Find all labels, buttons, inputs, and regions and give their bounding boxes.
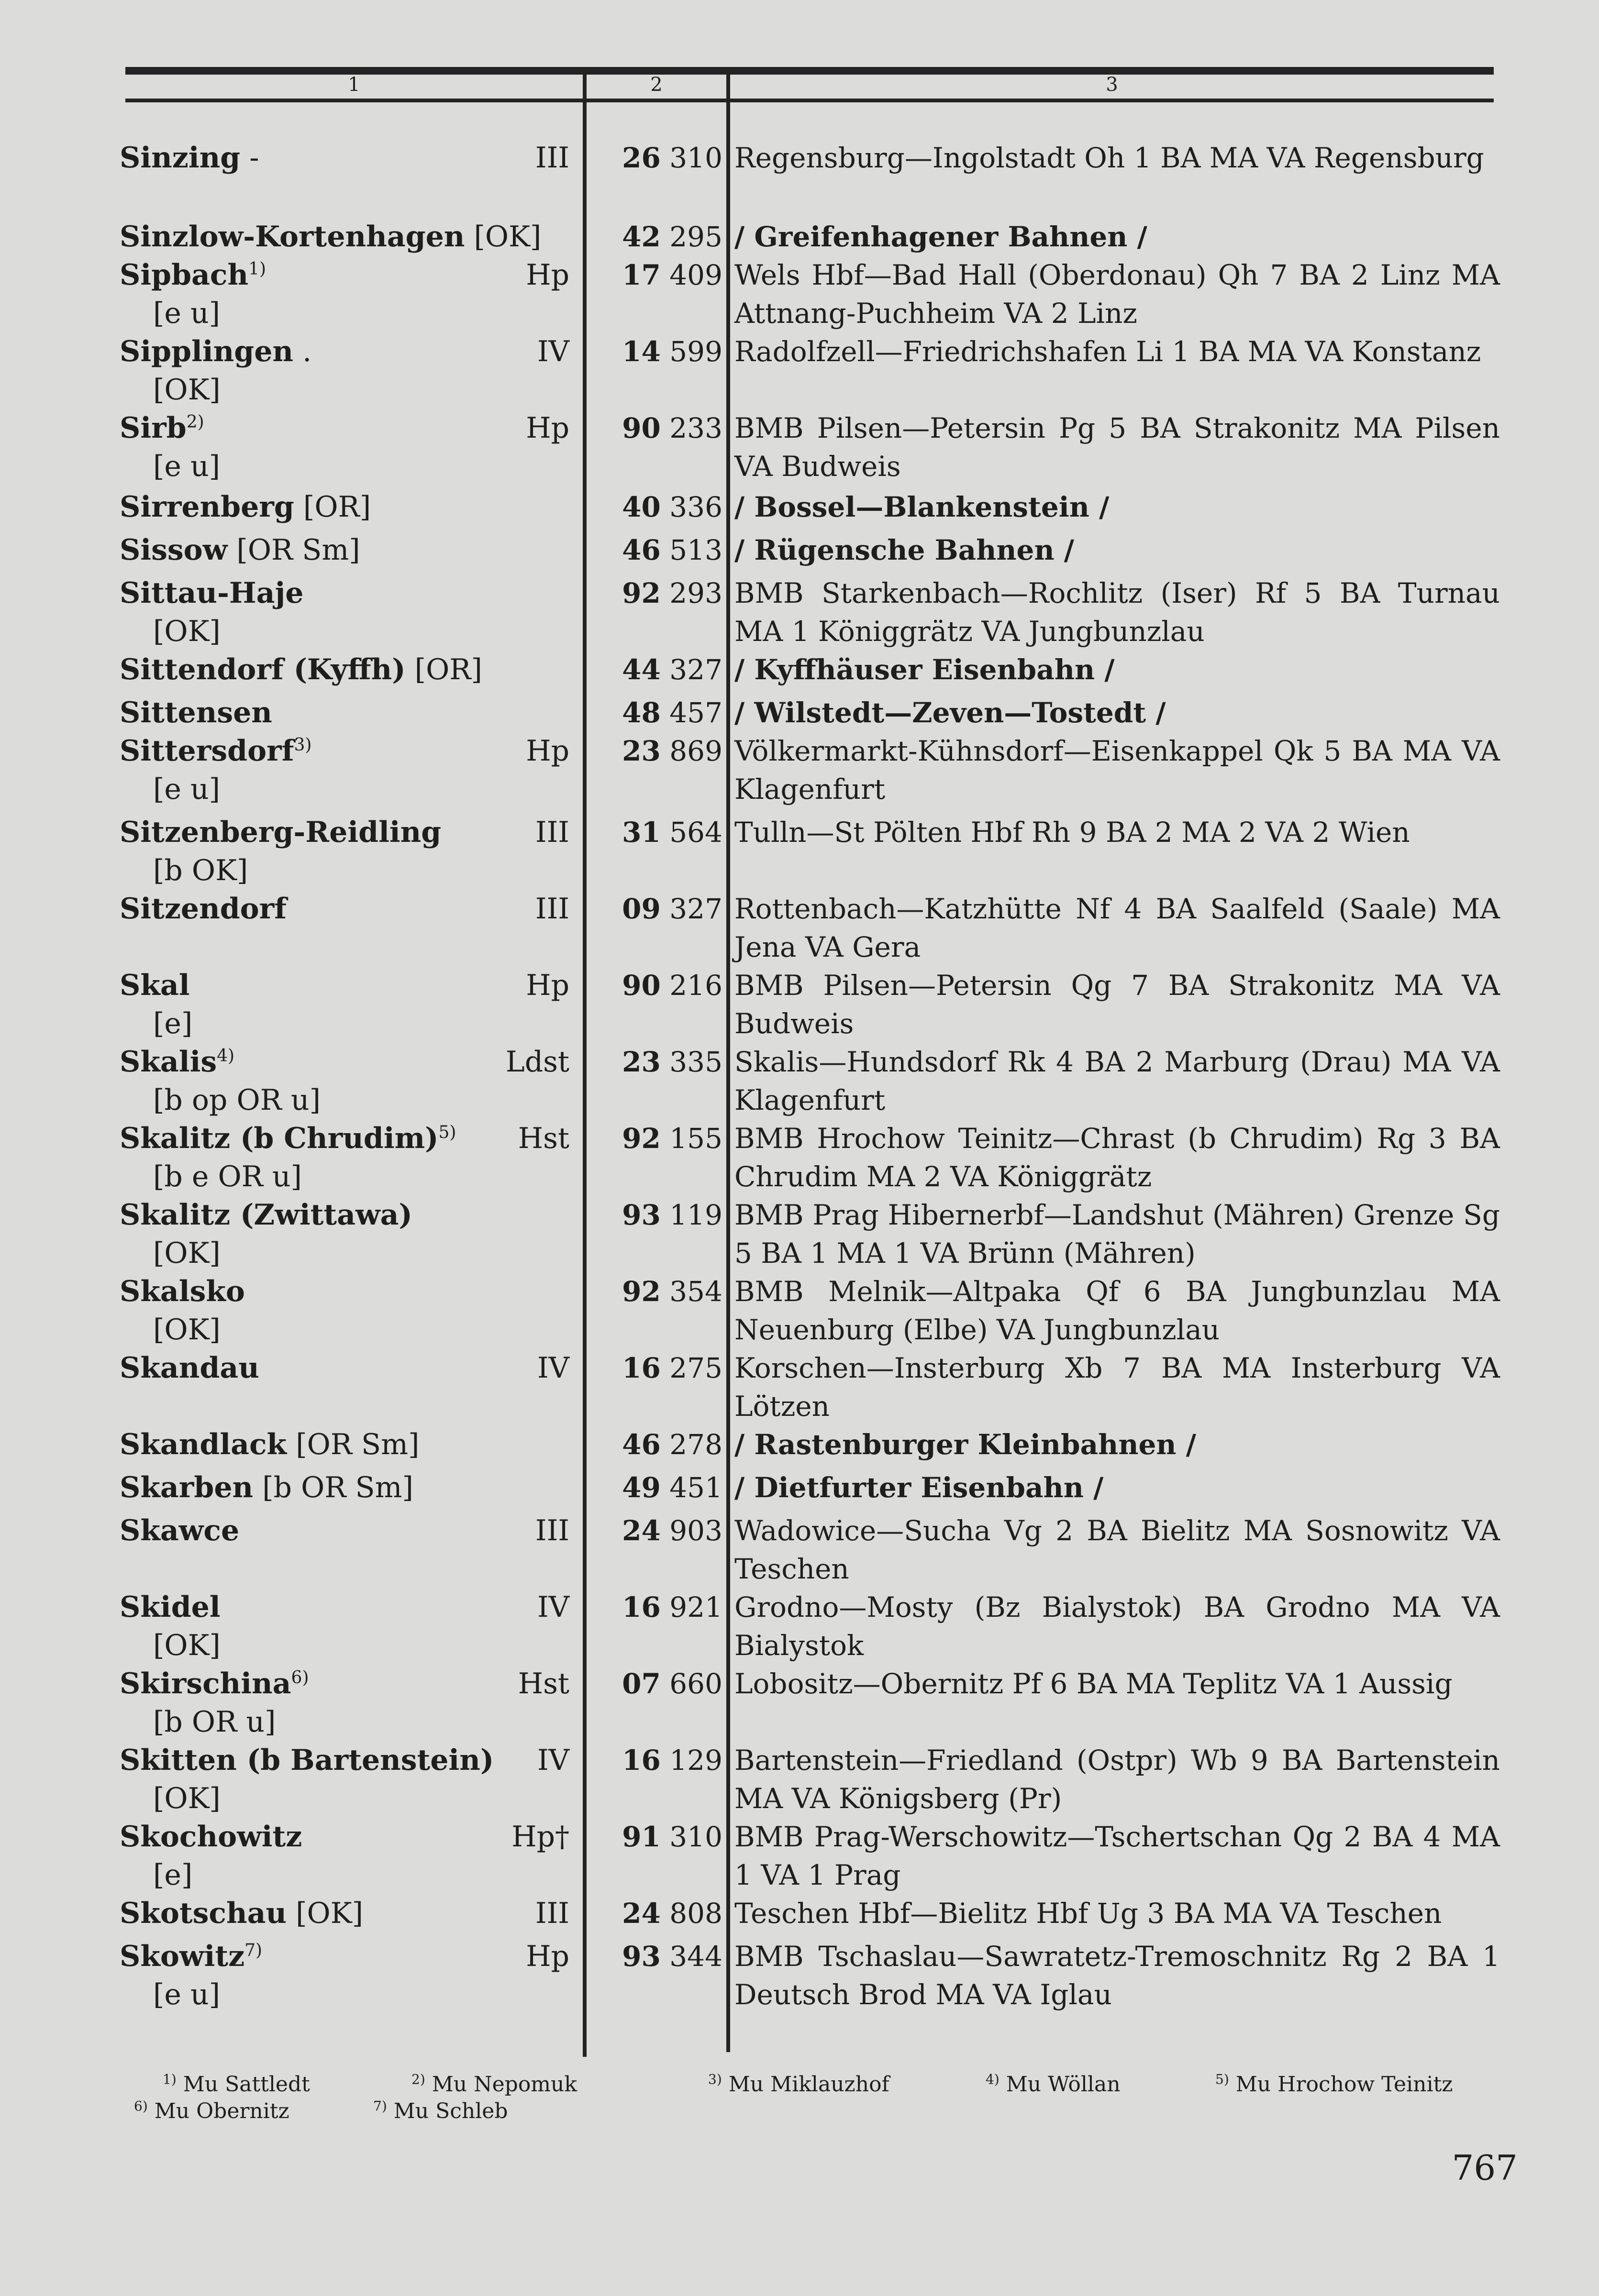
station-number-suffix: 660 [669,1667,722,1700]
footnote-ref: 4) [217,1046,235,1066]
route-info: Korschen—Insterburg Xb 7 BA MA Insterburg VA Lötzen [734,1352,1500,1423]
station-name: Sissow [120,533,228,567]
column-header-2: 2 [650,74,663,96]
station-number-prefix: 44 [622,653,661,686]
station-number-suffix: 513 [669,534,722,566]
station-name: Skirschina [120,1667,291,1700]
station-class: III [535,141,569,175]
station-number [593,488,722,526]
station-name: Sirrenberg [120,490,294,524]
station-number-suffix: 119 [669,1199,722,1231]
station-note: [e u] [153,297,221,330]
station-class: III [535,816,569,849]
station-note: [b e OR u] [153,1160,302,1193]
station-number-prefix: 16 [622,1744,661,1777]
station-number-suffix: 457 [669,696,722,729]
route-info: Regensburg—Ingolstadt Oh 1 BA MA VA Regensburg [734,142,1484,174]
station-number-prefix: 49 [622,1471,661,1504]
station-suffix: [OR] [405,653,482,686]
station-note: [OK] [153,373,221,407]
route-info: BMB Tschaslau—Sawratetz-Tremoschnitz Rg 2 BA 1 Deutsch Brod MA VA Iglau [734,1940,1500,2011]
station-name: Skidel [120,1590,221,1624]
station-number-suffix: 327 [669,653,722,686]
route-info: BMB Hrochow Teinitz—Chrast (b Chrudim) Rg 3 BA Chrudim MA 2 VA Königgrätz [734,1122,1500,1193]
column-divider-1 [583,67,587,2057]
station-number-prefix: 90 [622,969,661,1002]
station-cell [120,1196,579,1234]
station-note: [OK] [153,615,221,648]
station-name: Skalsko [120,1275,245,1308]
route-info: BMB Prag-Werschowitz—Tschertschan Qg 2 BA 4 MA 1 VA 1 Prag [734,1821,1500,1891]
station-number-suffix: 409 [669,259,722,291]
station-number [593,139,722,177]
station-name: Skandlack [120,1428,287,1461]
station-number-suffix: 451 [669,1471,722,1504]
station-note: [e u] [153,773,221,806]
route-info: Völkermarkt-Kühnsdorf—Eisenkappel Qk 5 BA MA VA Klagenfurt [734,735,1500,806]
station-number-suffix: 354 [669,1275,722,1308]
station-name: Skalis [120,1045,217,1079]
footnote-ref: 1) [248,259,266,279]
station-note: [b op OR u] [153,1083,321,1117]
station-name: Sittendorf (Kyffh) [120,653,406,686]
station-name: Skowitz [120,1940,245,1973]
station-class: Hst [518,1667,569,1700]
route-info: Teschen Hbf—Bielitz Hbf Ug 3 BA MA VA Teschen [734,1897,1442,1930]
station-name: Skal [120,969,190,1002]
station-number [593,966,722,1004]
station-number-prefix: 23 [622,1046,661,1078]
station-suffix: [OR Sm] [227,533,360,567]
station-number [593,1349,722,1387]
station-number-suffix: 599 [669,335,722,368]
station-number-prefix: 46 [622,534,661,566]
station-number-prefix: 31 [622,816,661,849]
station-cell [120,574,579,612]
footnote-ref: 3) [294,735,312,755]
station-note: [e] [153,1007,193,1040]
station-class: III [535,1514,569,1547]
footnotes [134,2071,1517,2125]
station-suffix: [OK] [465,220,542,254]
route-info: / Dietfurter Eisenbahn / [734,1471,1104,1504]
station-class: Hst [518,1122,569,1155]
station-number-suffix: 293 [669,577,722,609]
station-number-prefix: 93 [622,1199,661,1231]
station-name: Sitzendorf [120,892,287,926]
station-number [593,813,722,851]
footnote-5: $^{5)}$ Mu Hrochow Teinitz [1215,2071,1453,2097]
station-cell [120,256,579,294]
station-class: III [535,892,569,926]
station-suffix: [OR Sm] [287,1428,420,1461]
station-number-suffix: 278 [669,1428,722,1461]
station-class: Hp [526,258,569,292]
station-cell [120,488,579,526]
station-number [593,1588,722,1626]
station-name: Sittersdorf [120,734,294,768]
station-note: [OK] [153,1782,221,1815]
footnote-ref: 7) [244,1941,263,1960]
station-number-suffix: 310 [669,142,722,174]
station-number-prefix: 92 [622,577,661,609]
footnote-4: $^{4)}$ Mu Wöllan [986,2071,1121,2097]
column-divider-2 [726,67,730,2052]
page-number: 767 [1452,2148,1518,2188]
station-suffix: [OR] [294,490,371,524]
footnote-1: $^{1)}$ Mu Sattledt [163,2071,310,2097]
route-info: BMB Melnik—Altpaka Qf 6 BA Jungbunzlau MA Neuenburg (Elbe) VA Jungbunzlau [734,1275,1500,1346]
station-note: [e u] [153,1978,221,2011]
route-info: / Kyffhäuser Eisenbahn / [734,653,1115,686]
station-note: [OK] [153,1629,221,1662]
footnote-6: $^{6)}$ Mu Obernitz [134,2098,289,2123]
route-info: Grodno—Mosty (Bz Bialystok) BA Grodno MA VA Bialystok [734,1591,1500,1662]
route-info: BMB Pilsen—Petersin Qg 7 BA Strakonitz MA VA Budweis [734,969,1500,1040]
route-info: Skalis—Hundsdorf Rk 4 BA 2 Marburg (Drau) MA VA Klagenfurt [734,1046,1500,1116]
station-number-suffix: 869 [669,735,722,767]
station-number [593,332,722,371]
station-name: Skawce [120,1514,240,1547]
station-class: Hp [526,411,569,445]
station-number-prefix: 26 [622,142,661,174]
route-info: / Greifenhagener Bahnen / [734,221,1147,253]
station-class: IV [537,335,569,368]
station-name: Sirb [120,411,187,445]
station-number-prefix: 16 [622,1591,661,1623]
station-number-suffix: 216 [669,969,722,1002]
route-info: Rottenbach—Katzhütte Nf 4 BA Saalfeld (Saale) MA Jena VA Gera [734,893,1500,963]
station-number-suffix: 335 [669,1046,722,1078]
station-name: Skalitz (Zwittawa) [120,1198,412,1232]
station-name: Skandau [120,1351,259,1385]
route-info: Wadowice—Sucha Vg 2 BA Bielitz MA Sosnowitz VA Teschen [734,1514,1500,1585]
station-name: Sinzlow-Kortenhagen [120,220,465,254]
footnote-2: $^{2)}$ Mu Nepomuk [411,2071,577,2097]
station-number [593,1425,722,1464]
station-cell [120,531,579,569]
station-cell [120,1043,579,1081]
station-note: [OK] [153,1313,221,1347]
station-cell [120,1512,579,1550]
footnote-line-2 [134,2098,1517,2125]
station-number [593,574,722,612]
station-class: Ldst [505,1045,569,1079]
station-number-suffix: 233 [669,412,722,444]
station-number-prefix: 92 [622,1122,661,1155]
station-number [593,531,722,569]
station-name: Skitten (b Bartenstein) [120,1744,494,1777]
station-number-suffix: 921 [669,1591,722,1623]
station-cell [120,732,579,770]
footnote-ref: 5) [438,1123,456,1142]
station-note: [OK] [153,1236,221,1270]
station-class: IV [537,1351,569,1385]
station-cell [120,813,579,851]
station-name: Skarben [120,1471,254,1504]
station-number-prefix: 93 [622,1940,661,1973]
station-cell [120,890,579,928]
route-info: Tulln—St Pölten Hbf Rh 9 BA 2 MA 2 VA 2 Wien [734,816,1410,849]
station-cell [120,1349,579,1387]
header-rule-bottom [125,99,1494,102]
station-suffix: . [293,335,312,368]
route-info: BMB Prag Hibernerbf—Landshut (Mähren) Grenze Sg 5 BA 1 MA 1 VA Brünn (Mähren) [734,1199,1500,1269]
station-name: Sinzing [120,141,241,175]
station-number-suffix: 129 [669,1744,722,1777]
station-class: Hp [526,734,569,768]
station-name: Sittensen [120,696,272,729]
station-suffix: [OK] [287,1897,363,1930]
station-number [593,218,722,256]
station-cell [120,1894,579,1932]
station-cell [120,1119,579,1158]
station-note: [b OK] [153,854,248,887]
station-number-suffix: 903 [669,1514,722,1547]
station-number-prefix: 24 [622,1897,661,1930]
station-number [593,694,722,732]
station-cell [120,332,579,371]
station-note: [e u] [153,450,221,483]
station-name: Sitzenberg-Reidling [120,816,442,849]
station-number [593,651,722,689]
station-cell [120,139,579,177]
station-number-prefix: 16 [622,1352,661,1384]
station-number-prefix: 91 [622,1821,661,1853]
station-number [593,256,722,294]
footnote-7: $^{7)}$ Mu Schleb [373,2098,508,2123]
route-info: Radolfzell—Friedrichshafen Li 1 BA MA VA Konstanz [734,335,1481,368]
station-number-prefix: 14 [622,335,661,368]
route-info: / Bossel—Blankenstein / [734,491,1110,523]
station-number-suffix: 336 [669,491,722,523]
footnote-ref: 6) [291,1668,309,1688]
station-number-prefix: 90 [622,412,661,444]
station-class: Hp [526,1940,569,1973]
station-number-suffix: 344 [669,1940,722,1973]
station-name: Skotschau [120,1897,287,1930]
station-cell [120,218,579,256]
station-cell [120,651,579,689]
station-name: Sipplingen [120,335,293,368]
station-number-prefix: 09 [622,893,661,925]
station-number [593,1272,722,1311]
station-number-prefix: 07 [622,1667,661,1700]
station-number-suffix: 295 [669,221,722,253]
route-info: Wels Hbf—Bad Hall (Oberdonau) Qh 7 BA 2 Linz MA Attnang-Puchheim VA 2 Linz [734,259,1500,330]
station-number [593,1937,722,1976]
route-info: BMB Pilsen—Petersin Pg 5 BA Strakonitz MA Pilsen VA Budweis [734,412,1500,483]
station-class: IV [537,1590,569,1624]
station-number-prefix: 42 [622,221,661,253]
station-cell [120,694,579,732]
route-info: BMB Starkenbach—Rochlitz (Iser) Rf 5 BA Turnau MA 1 Königgrätz VA Jungbunzlau [734,577,1500,648]
station-number-prefix: 17 [622,259,661,291]
station-cell [120,1425,579,1464]
station-suffix: - [240,141,259,175]
station-number [593,732,722,770]
station-number [593,1894,722,1932]
station-cell [120,966,579,1004]
station-number [593,1043,722,1081]
footnote-3: $^{3)}$ Mu Miklauzhof [708,2071,889,2097]
station-number [593,890,722,928]
station-number [593,1196,722,1234]
station-number-prefix: 24 [622,1514,661,1547]
station-cell [120,1665,579,1703]
station-class: III [535,1897,569,1930]
footnote-line-1 [163,2071,1517,2098]
station-number-prefix: 23 [622,735,661,767]
station-number [593,1119,722,1158]
station-number [593,1468,722,1507]
station-number-suffix: 275 [669,1352,722,1384]
station-cell [120,1468,579,1507]
station-suffix: [b OR Sm] [253,1471,413,1504]
station-name: Sipbach [120,258,249,292]
station-number-prefix: 40 [622,491,661,523]
station-number-suffix: 808 [669,1897,722,1930]
column-header-1: 1 [348,74,360,96]
station-number [593,1818,722,1856]
station-cell [120,1588,579,1626]
station-number-prefix: 46 [622,1428,661,1461]
route-info: / Wilstedt—Zeven—Tostedt / [734,696,1166,729]
station-note: [b OR u] [153,1705,276,1739]
station-cell [120,1741,579,1779]
station-number [593,1741,722,1779]
station-number-prefix: 48 [622,696,661,729]
route-info: / Rügensche Bahnen / [734,534,1074,566]
station-number-suffix: 564 [669,816,722,849]
station-cell [120,1272,579,1311]
station-number-suffix: 327 [669,893,722,925]
station-cell [120,1937,579,1976]
station-number [593,409,722,447]
station-name: Skalitz (b Chrudim) [120,1122,439,1155]
column-header-3: 3 [1106,74,1118,96]
station-note: [e] [153,1858,193,1892]
station-cell [120,409,579,447]
route-info: Bartenstein—Friedland (Ostpr) Wb 9 BA Bartenstein MA VA Königsberg (Pr) [734,1744,1500,1815]
footnote-ref: 2) [186,412,204,432]
station-name: Skochowitz [120,1820,302,1854]
station-number-suffix: 310 [669,1821,722,1853]
route-info: / Rastenburger Kleinbahnen / [734,1428,1196,1461]
station-number-prefix: 92 [622,1275,661,1308]
station-class: IV [537,1744,569,1777]
station-class: Hp† [511,1820,569,1854]
station-cell [120,1818,579,1856]
station-name: Sittau-Haje [120,576,304,610]
station-number [593,1665,722,1703]
station-number-suffix: 155 [669,1122,722,1155]
route-info: Lobositz—Obernitz Pf 6 BA MA Teplitz VA 1 Aussig [734,1667,1453,1700]
station-number [593,1512,722,1550]
station-class: Hp [526,969,569,1002]
